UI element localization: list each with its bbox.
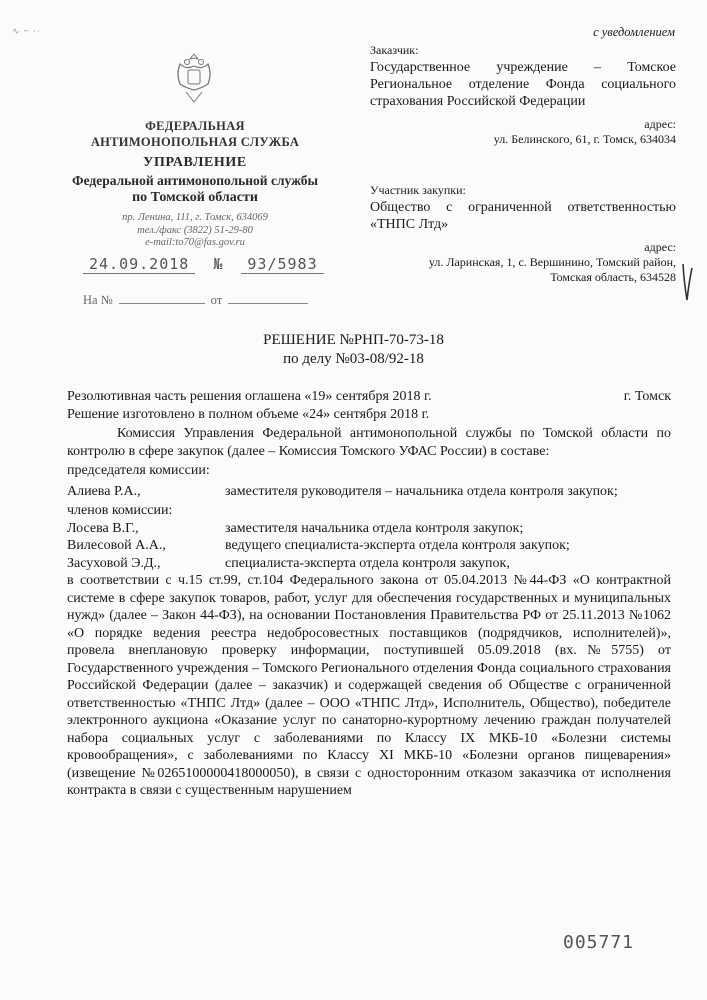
page-serial-number: 005771 <box>563 932 635 953</box>
members-label: членов комиссии: <box>67 503 173 518</box>
reference-line <box>83 293 314 308</box>
decision-title-block <box>0 331 707 369</box>
member-row <box>67 555 671 573</box>
stamp-no-label: № <box>213 255 224 273</box>
agency-letterhead <box>35 118 355 250</box>
agency-email: e-mail:to70@fas.gov.ru <box>145 237 245 248</box>
member-role: заместителя начальника отдела контроля закупок; <box>225 520 524 536</box>
delivery-notice: с уведомлением <box>593 25 675 39</box>
stamp-number: 93/5983 <box>241 255 323 274</box>
coat-of-arms-emblem <box>172 50 216 106</box>
chair-label: председателя комиссии: <box>67 463 210 478</box>
ref-label: На № <box>83 293 113 307</box>
customer-name: Государственное учреждение – Томское Региональное отделение Фонда социального страхования Российской Федерации <box>370 60 676 109</box>
corner-mark: ∿ ~ ·· <box>12 26 41 36</box>
announced-row <box>67 388 671 406</box>
customer-block <box>370 42 676 147</box>
made-text: Решение изготовлено в полном объеме «24» сентября 2018 г. <box>67 406 430 422</box>
outgoing-stamp <box>83 255 324 273</box>
chair-row <box>67 483 671 501</box>
customer-label: Заказчик: <box>370 43 419 57</box>
chair-name: Алиева Р.А., <box>67 483 141 499</box>
participant-label: Участник закупки: <box>370 183 466 197</box>
agency-line1: ФЕДЕРАЛЬНАЯ <box>145 119 245 133</box>
chair-role: заместителя руководителя – начальника отдела контроля закупок; <box>225 483 618 499</box>
member-name: Вилесовой А.А., <box>67 538 166 553</box>
agency-phone: тел./факс (3822) 51-29-80 <box>137 224 253 236</box>
participant-address-2: Томская область, 634528 <box>550 270 676 284</box>
agency-line2: АНТИМОНОПОЛЬНАЯ СЛУЖБА <box>90 135 300 149</box>
member-row <box>67 520 671 538</box>
customer-addr-label: адрес: <box>644 117 676 131</box>
participant-address-1: ул. Ларинская, 1, с. Вершинино, Томский район, <box>428 255 676 269</box>
city-text: г. Томск <box>623 389 671 404</box>
agency-line5: по Томской области <box>132 190 258 205</box>
commission-text: Комиссия Управления Федеральной антимонопольной службы по Томской области по контролю в сфере закупок (далее – Комиссия Томского УФАС России) в составе: <box>67 426 671 459</box>
member-role: ведущего специалиста-эксперта отдела контроля закупок; <box>225 538 570 553</box>
ref-from: от <box>210 293 223 307</box>
customer-address: ул. Белинского, 61, г. Томск, 634034 <box>493 132 676 146</box>
decision-case: по делу №03-08/92-18 <box>283 351 424 367</box>
member-name: Засуховой Э.Д., <box>67 555 161 571</box>
decision-title: РЕШЕНИЕ №РНП-70-73-18 <box>263 332 444 348</box>
member-row <box>67 537 671 555</box>
participant-block <box>370 182 676 285</box>
agency-line4: Федеральной антимонопольной службы <box>71 173 319 188</box>
participant-addr-label: адрес: <box>644 240 676 254</box>
decision-body <box>67 388 671 800</box>
agency-line3: УПРАВЛЕНИЕ <box>143 155 247 170</box>
main-paragraph: в соответствии с ч.15 ст.99, ст.104 Федерального закона от 05.04.2013 №44-ФЗ «О контрактной системе в сфере закупок товаров, работ, услуг для обеспечения государственных и муниципальных нужд» (далее – Закон 44-ФЗ), на основании Постановления Правительства РФ от 25.11.2013 №1062 «О порядке ведения реестра недобросовестных поставщиков (подрядчиков, исполнителей)», провела внеплановую проверку информации, поступившей 05.09.2018 (вх.№5755) от Государственного учреждения – Томского Регионального отделения Фонда социального страхования Российской Федерации (далее – заказчик) и содержащей сведения об Обществе с ограниченной ответственностью «ТНПС Лтд» (далее – ООО «ТНПС Лтд», Исполнитель, Общество), победителе электронного аукциона «Оказание услуг по санаторно-курортному лечению граждан получателей набора социальных услуг с заболеваниями по Классу IX МКБ-10 «Болезни системы кровообращения», с заболеваниями по Классу XI МКБ-10 «Болезни органов пищеварения» (извещение №0265100000418000050), в связи с односторонним отказом заказчика от исполнения контракта в связи с существенным нарушением <box>67 573 671 798</box>
handwritten-check-mark <box>680 262 694 302</box>
member-role: специалиста-эксперта отдела контроля закупок, <box>225 555 510 571</box>
stamp-date: 24.09.2018 <box>83 255 195 274</box>
agency-address: пр. Ленина, 111, г. Томск, 634069 <box>122 212 268 223</box>
announced-text: Резолютивная часть решения оглашена «19» сентября 2018 г. <box>67 389 432 404</box>
participant-name: Общество с ограниченной ответственностью «ТНПС Лтд» <box>370 200 676 232</box>
member-name: Лосева В.Г., <box>67 520 139 536</box>
